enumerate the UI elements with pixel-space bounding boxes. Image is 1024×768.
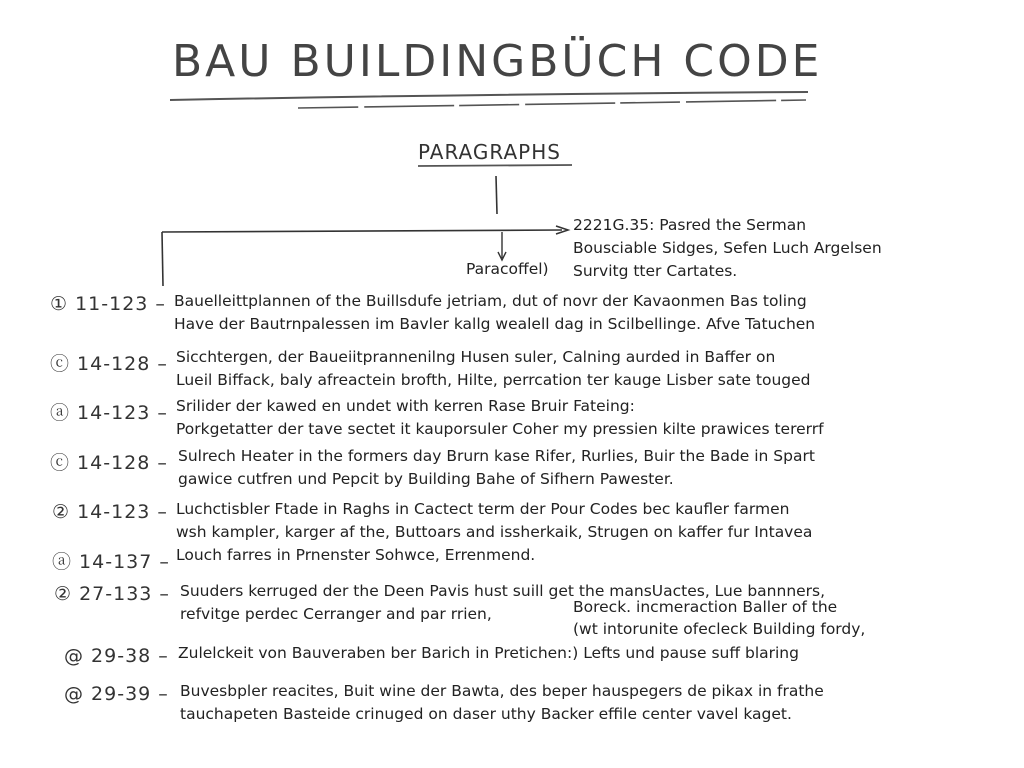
subtitle-underline (418, 165, 572, 166)
entry-line: Bauelleittplannen of the Buillsdufe jetriam, dut of novr der Kavaonmen Bas toling (174, 292, 807, 310)
paragraph-number: ⓐ 14-137 – (52, 551, 170, 573)
entry-line: Have der Bautrnpalessen im Bavler kallg wealell dag in Scilbellinge. Afve Tatuchen (174, 315, 816, 333)
entry-line: Lueil Biffack, baly afreactein brofth, Hilte, perrcation ter kauge Lisber sate touged (176, 371, 811, 389)
entry-sub-note (573, 596, 865, 640)
entry-line: Luchctisbler Ftade in Raghs in Cactect term der Pour Codes bec kaufler farmen (176, 500, 790, 518)
entry-line: Louch farres in Prnenster Sohwce, Errenmend. (176, 546, 536, 564)
entry-line: Sulrech Heater in the formers day Brurn kase Rifer, Rurlies, Buir the Bade in Spart (178, 447, 815, 465)
entry-line: gawice cutfren und Pepcit by Building Bahe of Sifhern Pawester. (178, 470, 674, 488)
entry-line: Srilider der kawed en undet with kerren Rase Bruir Fateing: (176, 397, 635, 415)
entry-line: Sicchtergen, der Baueiitprannenilng Husen suler, Calning aurded in Baffer on (176, 348, 776, 366)
title-underline-1 (170, 92, 808, 100)
connector-left-drop (162, 232, 163, 286)
paragraph-number: @ 29-39 – (64, 683, 169, 705)
note-line: 2221G.35: Pasred the Serman (573, 216, 807, 234)
connector-vertical (496, 176, 497, 214)
entry-line: Buvesbpler reacites, Buit wine der Bawta, des beper hauspegers de pikax in frathe (180, 682, 824, 700)
paragraph-number: ① 11-123 – (50, 293, 166, 315)
entry-line: Suuders kerruged der the Deen Pavis hust suill get the mansUactes, Lue bannners, (180, 582, 826, 600)
note-line: Survitg tter Cartates. (573, 262, 738, 280)
entry-line: refvitge perdec Cerranger and par rrien, (180, 605, 492, 623)
entry-line: Zulelckeit von Bauveraben ber Barich in Pretichen:) Lefts und pause suff blaring (178, 644, 799, 662)
entry-line: tauchapeten Basteide crinuged on daser uthy Backer effile center vavel kaget. (180, 705, 792, 723)
entry-sub-line: Boreck. incmeraction Baller of the (573, 598, 838, 616)
title-underline-2 (298, 100, 806, 108)
paragraph-number: @ 29-38 – (64, 645, 169, 667)
connector-horizontal (162, 230, 562, 232)
paragraph-number: ② 14-123 – (52, 501, 168, 523)
paragraph-number: ② 27-133 – (54, 583, 170, 605)
paragraph-number: ⓒ 14-128 – (50, 353, 168, 375)
paragraph-number: ⓒ 14-128 – (50, 452, 168, 474)
entry-line: wsh kampler, karger af the, Buttoars and issherkaik, Strugen on kaffer fur Intavea (176, 523, 813, 541)
annotation-note (573, 214, 882, 283)
page-title: BAU BUILDINGBÜCH CODE (172, 36, 823, 87)
note-line: Bousciable Sidges, Sefen Luch Argelsen (573, 239, 882, 257)
entry-sub-line: (wt intorunite ofecleck Building fordy, (573, 620, 866, 638)
entry-line: Porkgetatter der tave sectet it kauporsuler Coher my pressien kilte prawices tererrf (176, 420, 824, 438)
section-heading: PARAGRAPHS (418, 140, 561, 164)
paragraph-number: ⓐ 14-123 – (50, 402, 168, 424)
paracoffel-label: Paracoffel) (466, 260, 549, 278)
